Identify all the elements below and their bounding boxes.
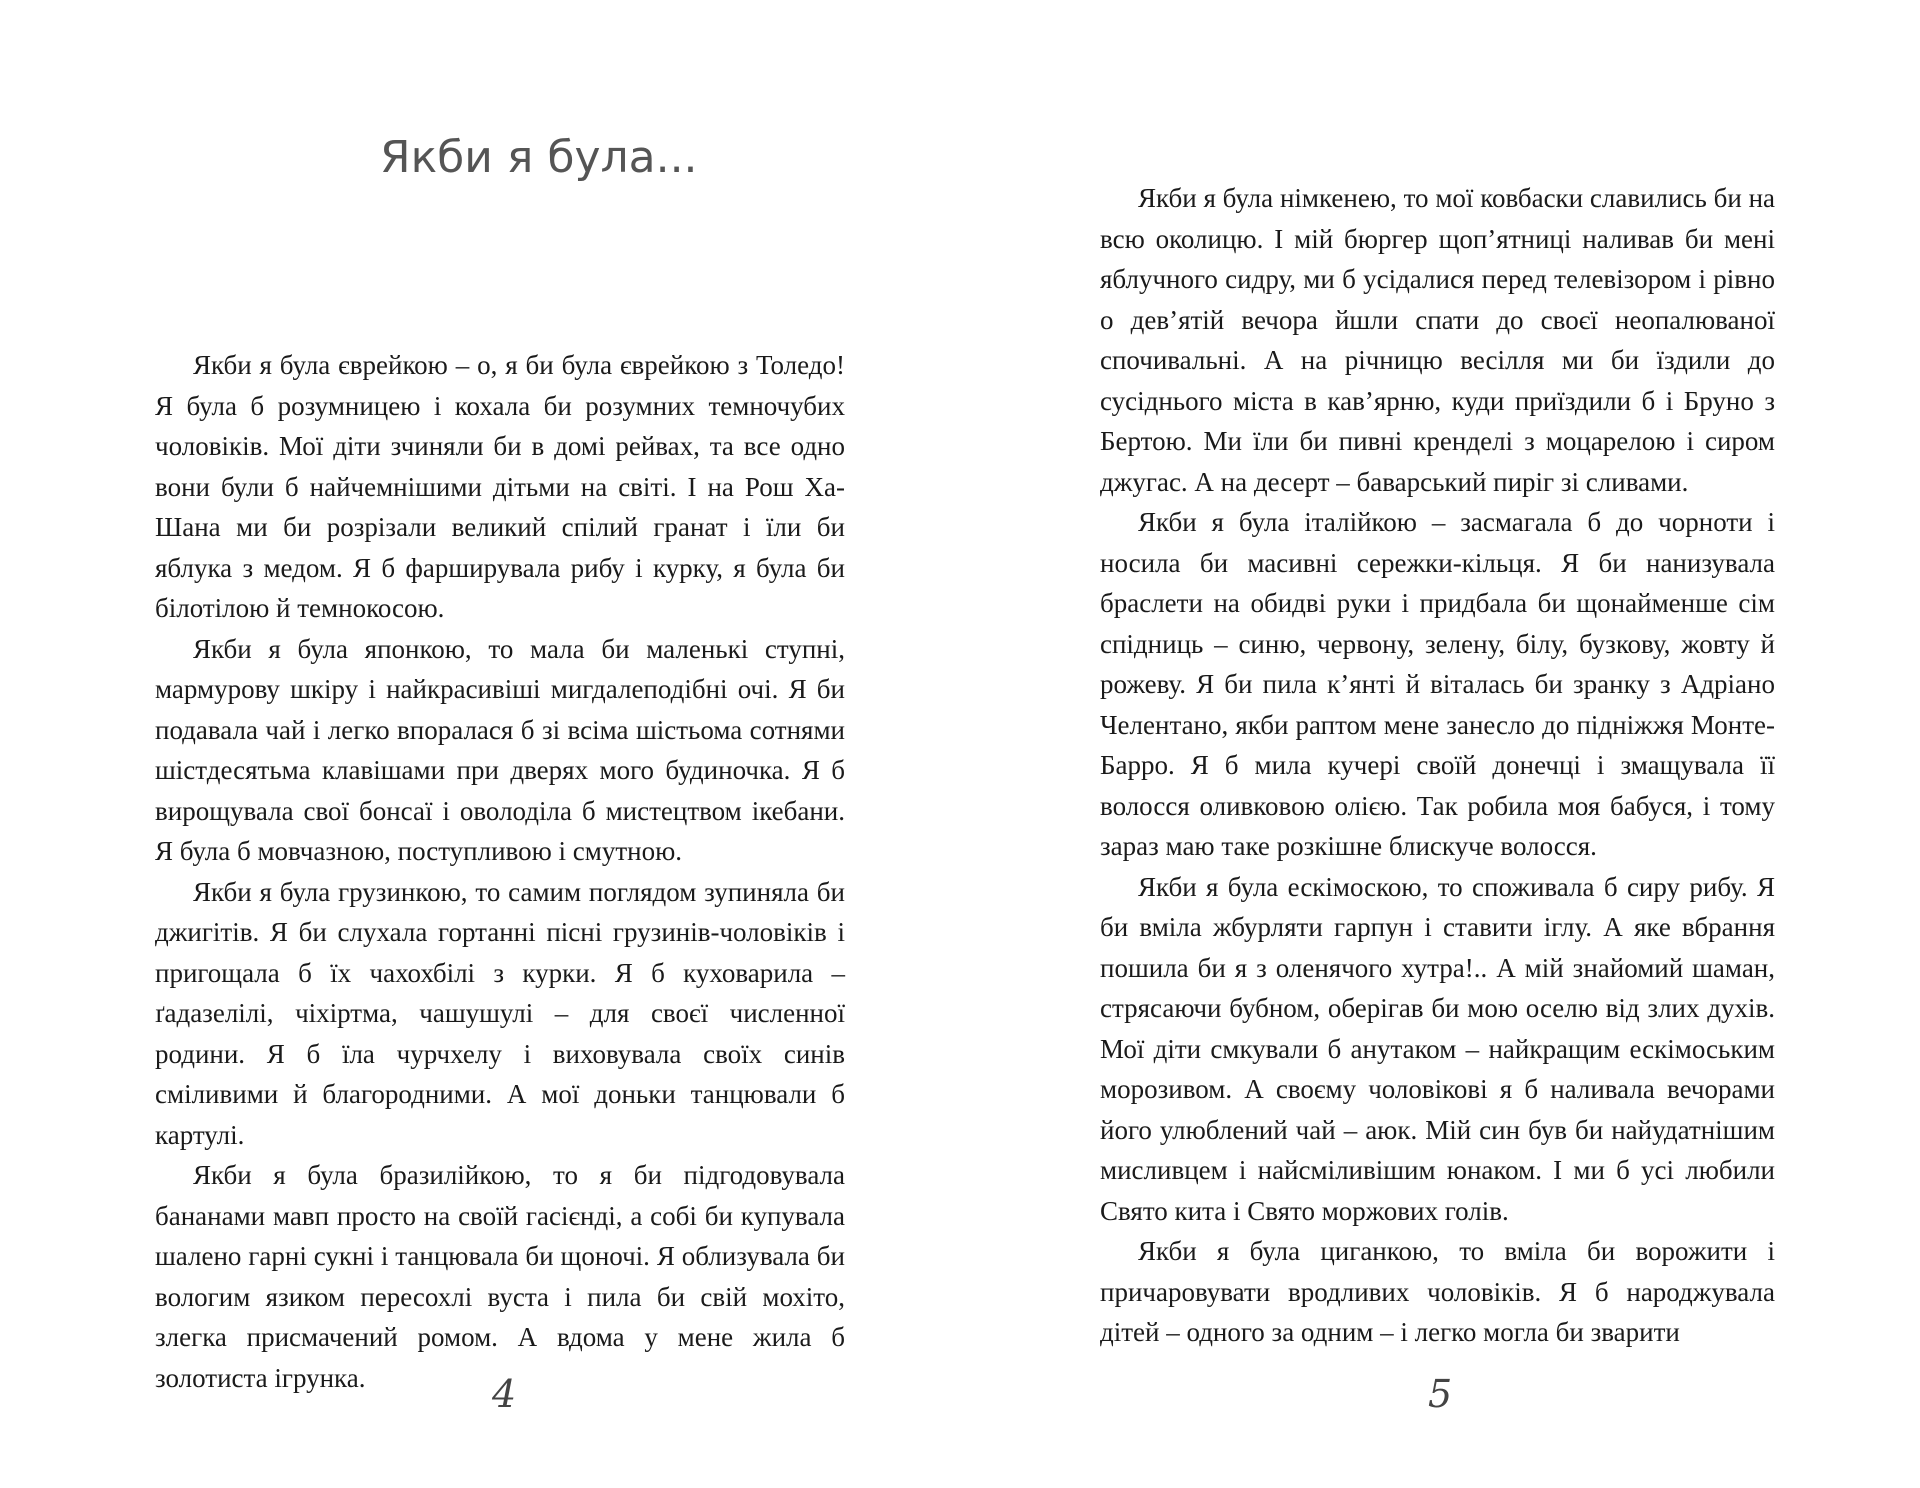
chapter-title: Якби я була...: [380, 132, 698, 183]
paragraph-japanese: Якби я була японкою, то мала би маленькі ступні, мармурову шкіру і найкрасивіші мигдалеподібні очі. Я би подавала чай і легко впоралася б зі всіма шістьома сотнями шістдесятьма клавішами при дверях мого будиночка. Я б вирощувала свої бонсаї і оволоділа б мистецтвом ікебани. Я була б мовчазною, поступливою і смутною.: [155, 633, 845, 866]
left-page-text: [155, 345, 845, 1398]
paragraph-georgian: Якби я була грузинкою, то самим поглядом зупиняла би джигітів. Я би слухала гортанні пісні грузинів-чоловіків і пригощала б їх чахохбілі з курки. Я б куховарила – ґадазелілі, чіхіртма, чашушулі – для своєї численної родини. Я б їла чурчхелу і виховувала своїх синів сміливими й благородними. А мої доньки танцювали б картулі.: [155, 876, 845, 1150]
paragraph-gypsy: Якби я була циганкою, то вміла би ворожити і причаровувати вродливих чоловіків. Я б народжувала дітей – одного за одним – і легко могла би зварити: [1100, 1236, 1775, 1347]
right-page-text: [1100, 178, 1775, 1353]
paragraph-eskimo: Якби я була ескімоскою, то споживала б сиру рибу. Я би вміла жбурляти гарпун і ставити іглу. А яке вбрання пошила би я з оленячого хутра!.. А мій знайомий шаман, стрясаючи бубном, оберігав би мою оселю від злих духів. Мої діти смкували б анутаком – найкращим ескімоським морозивом. А своєму чоловікові я б наливала вечорами його улюблений чай – аюк. Мій син був би найудатнішим мисливцем і найсміливішим юнаком. І ми б усі любили Свято кита і Свято моржових голів.: [1100, 871, 1775, 1226]
paragraph-jewish: Якби я була єврейкою – о, я би була єврейкою з Толедо! Я була б розумницею і кохала би розумних темночубих чоловіків. Мої діти зчиняли би в домі рейвах, та все одно вони були б найчемнішими дітьми на світі. І на Рош Ха-Шана ми би розрізали великий спілий гранат і їли би яблука з медом. Я б фарширувала рибу і курку, я була би білотілою й темнокосою.: [155, 350, 845, 623]
left-page: [155, 0, 845, 1488]
paragraph-brazilian: Якби я була бразилійкою, то я би підгодовувала бананами мавп просто на своїй гасієнді, а собі би купувала шалено гарні сукні і танцювала би щоночі. Я облизувала би вологим язиком пересохлі вуста і пила би свій мохіто, злегка присмачений ромом. А вдома у мене жила б золотиста ігрунка.: [155, 1160, 845, 1393]
paragraph-german: Якби я була німкенею, то мої ковбаски славились би на всю околицю. І мій бюргер щоп’ятниці наливав би мені яблучного сидру, ми б усідалися перед телевізором і рівно о дев’ятій вечора йшли спати до своєї неопалюваної спочивальні. А на річницю весілля ми би їздили до сусіднього міста в кав’ярню, куди приїздили б і Бруно з Бертою. Ми їли би пивні кренделі з моцарелою і сиром джугас. А на десерт – баварський пиріг зі сливами.: [1100, 183, 1775, 497]
paragraph-italian: Якби я була італійкою – засмагала б до чорноти і носила би масивні сережки-кільця. Я би нанизувала браслети на обидві руки і придбала би щонайменше сім спідниць – синю, червону, зелену, білу, бузкову, жовту й рожеву. Я би пила к’янті й віталась би зранку з Адріано Челентано, якби раптом мене занесло до підніжжя Монте-Барро. Я б мила кучері своїй донечці і змащувала її волосся оливковою олією. Так робила моя бабуся, і тому зараз маю таке розкішне блискуче волосся.: [1100, 507, 1775, 861]
page-number-right: 5: [1428, 1372, 1453, 1416]
right-page: [1100, 0, 1790, 1488]
page-number-left: 4: [492, 1372, 517, 1416]
